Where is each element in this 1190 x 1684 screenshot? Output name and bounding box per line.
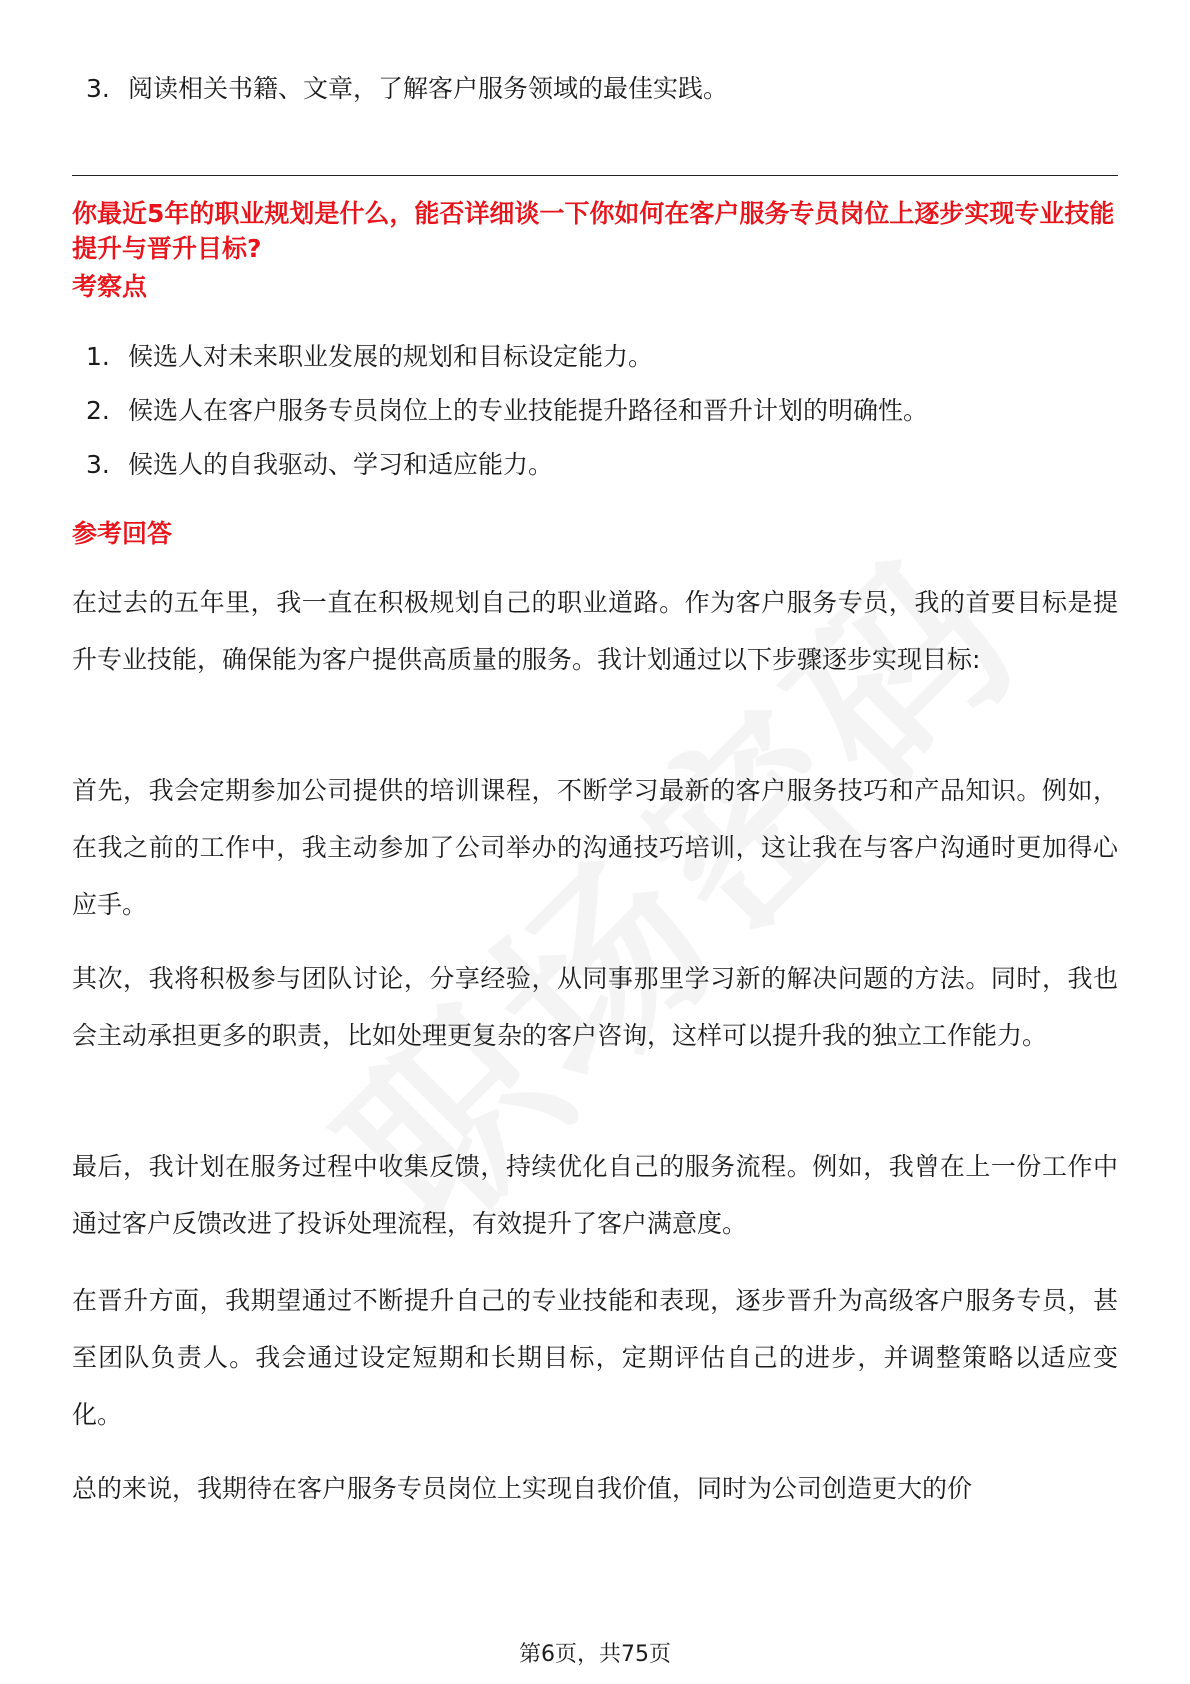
answer-heading: 参考回答	[72, 519, 173, 548]
list-number: 1.	[86, 342, 110, 371]
page-footer: 第6页，共75页	[519, 1642, 671, 1667]
answer-paragraph: 总的来说，我期待在客户服务专员岗位上实现自我价值，同时为公司创造更大的价	[72, 1474, 973, 1503]
list-text: 候选人对未来职业发展的规划和目标设定能力。	[128, 342, 654, 371]
list-item	[86, 340, 653, 374]
answer-paragraph: 其次，我将积极参与团队讨论，分享经验，从同事那里学习新的解决问题的方法。同时，我也会主动承担更多的职责，比如处理更复杂的客户咨询，这样可以提升我的独立工作能力。	[72, 964, 1118, 1050]
answer-paragraph: 首先，我会定期参加公司提供的培训课程，不断学习最新的客户服务技巧和产品知识。例如，在我之前的工作中，我主动参加了公司举办的沟通技巧培训，这让我在与客户沟通时更加得心应手。	[72, 776, 1118, 919]
list-text: 候选人在客户服务专员岗位上的专业技能提升路径和晋升计划的明确性。	[128, 396, 929, 425]
list-text: 阅读相关书籍、文章，了解客户服务领域的最佳实践。	[128, 74, 729, 103]
list-text: 候选人的自我驱动、学习和适应能力。	[128, 450, 554, 479]
key-points-heading: 考察点	[72, 272, 148, 301]
list-number: 3.	[86, 450, 110, 479]
answer-paragraph: 在过去的五年里，我一直在积极规划自己的职业道路。作为客户服务专员，我的首要目标是提升专业技能，确保能为客户提供高质量的服务。我计划通过以下步骤逐步实现目标:	[72, 588, 1118, 674]
section-divider	[72, 175, 1118, 176]
answer-paragraph: 在晋升方面，我期望通过不断提升自己的专业技能和表现，逐步晋升为高级客户服务专员，甚至团队负责人。我会通过设定短期和长期目标，定期评估自己的进步，并调整策略以适应变化。	[72, 1286, 1118, 1429]
list-item	[86, 394, 928, 428]
list-item	[86, 448, 553, 482]
list-number: 2.	[86, 396, 110, 425]
list-number: 3.	[86, 74, 110, 103]
list-item	[86, 72, 728, 106]
answer-paragraph: 最后，我计划在服务过程中收集反馈，持续优化自己的服务流程。例如，我曾在上一份工作中通过客户反馈改进了投诉处理流程，有效提升了客户满意度。	[72, 1152, 1118, 1238]
question-heading: 你最近5年的职业规划是什么，能否详细谈一下你如何在客户服务专员岗位上逐步实现专业技能提升与晋升目标?	[72, 199, 1115, 263]
